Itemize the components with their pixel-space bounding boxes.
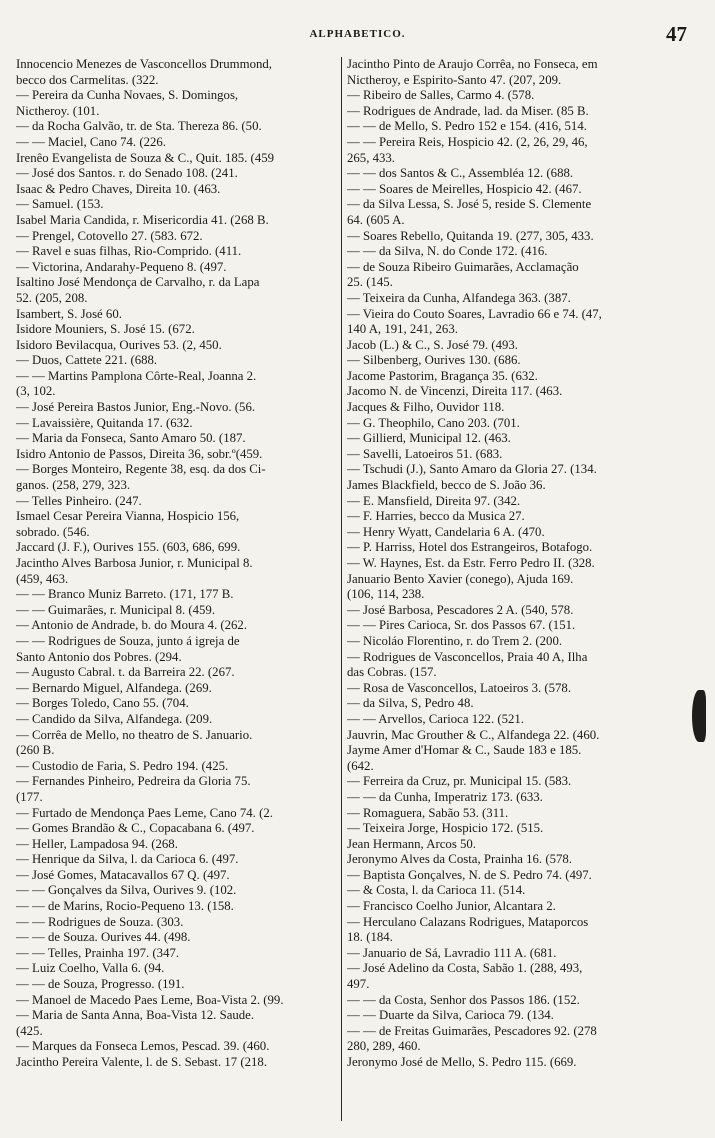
directory-line: — Nicoláo Florentino, r. do Trem 2. (200. (347, 633, 563, 648)
directory-line: — José dos Santos. r. do Senado 108. (241. (16, 166, 238, 181)
directory-line: Jayme Amer d'Homar & C., Saude 183 e 185. (347, 743, 582, 758)
directory-line: (177. (16, 789, 43, 804)
directory-line: ganos. (258, 279, 323. (16, 478, 131, 493)
directory-line: 64. (605 A. (347, 212, 405, 227)
directory-line: Nictheroy. (101. (16, 103, 100, 118)
directory-line: — Candido da Silva, Alfandega. (209. (16, 711, 213, 726)
directory-line: — Romaguera, Sabão 53. (311. (347, 805, 509, 820)
directory-line: — Maria de Santa Anna, Boa-Vista 12. Saude. (16, 1008, 255, 1023)
directory-line: Januario Bento Xavier (conego), Ajuda 169. (347, 571, 574, 586)
directory-line: — Teixeira Jorge, Hospicio 172. (515. (347, 821, 544, 836)
directory-line: — — Branco Muniz Barreto. (171, 177 B. (16, 587, 234, 602)
directory-line: — Rosa de Vasconcellos, Latoeiros 3. (578. (347, 680, 572, 695)
directory-line: — — Pires Carioca, Sr. dos Passos 67. (151. (347, 618, 576, 633)
directory-line: — Fernandes Pinheiro, Pedreira da Gloria 75. (16, 774, 251, 789)
directory-line: 25. (145. (347, 275, 393, 290)
directory-line: — Augusto Cabral. t. da Barreira 22. (267. (16, 665, 235, 680)
directory-line: Jacintho Alves Barbosa Junior, r. Municipal 8. (16, 556, 253, 570)
directory-line: — Pereira da Cunha Novaes, S. Domingos, (16, 88, 239, 103)
directory-line: — Marques da Fonseca Lemos, Pescad. 39. (460. (16, 1039, 270, 1054)
directory-line: — — de Mello, S. Pedro 152 e 154. (416, 514. (347, 119, 587, 134)
directory-line: — Savelli, Latoeiros 51. (683. (347, 446, 503, 461)
directory-line: (459, 463. (16, 571, 69, 586)
directory-line: — — Maciel, Cano 74. (226. (16, 134, 166, 149)
directory-line: — F. Harries, becco da Musica 27. (347, 509, 525, 524)
directory-line: — — Pereira Reis, Hospicio 42. (2, 26, 29, 46, (347, 134, 588, 149)
directory-line: Isaltino José Mendonça de Carvalho, r. da Lapa (16, 275, 260, 290)
directory-line: — Ravel e suas filhas, Rio-Comprido. (411. (16, 244, 242, 259)
directory-line: — — de Marins, Rocio-Pequeno 13. (158. (16, 899, 234, 914)
directory-line: — Prengel, Cotovello 27. (583. 672. (16, 228, 203, 243)
directory-line: — — dos Santos & C., Assembléa 12. (688. (347, 166, 574, 181)
directory-line: — da Silva Lessa, S. José 5, reside S. Clemente (347, 197, 592, 212)
directory-line: — Herculano Calazans Rodrigues, Mataporcos (347, 914, 589, 929)
directory-line: — — Martins Pamplona Côrte-Real, Joanna 2. (16, 368, 257, 383)
directory-line: — & Costa, l. da Carioca 11. (514. (347, 883, 526, 898)
directory-line: — Telles Pinheiro. (247. (16, 493, 142, 508)
directory-line: — — Gonçalves da Silva, Ourives 9. (102. (16, 883, 237, 898)
directory-line: — Gillierd, Municipal 12. (463. (347, 431, 511, 446)
right-column (347, 57, 678, 1127)
directory-line: — Lavaissière, Quitanda 17. (632. (16, 415, 193, 430)
directory-line: (106, 114, 238. (347, 587, 425, 602)
directory-line: — José Barbosa, Pescadores 2 A. (540, 578. (347, 602, 574, 617)
running-title: ALPHABETICO. (309, 28, 406, 40)
directory-line: Jeronymo Alves da Costa, Prainha 16. (578. (347, 852, 572, 867)
directory-line: 265, 433. (347, 150, 395, 165)
directory-line: Jacome Pastorim, Bragança 35. (632. (347, 368, 538, 383)
directory-line: — Borges Toledo, Cano 55. (704. (16, 696, 189, 711)
directory-line: (260 B. (16, 743, 55, 758)
directory-line: — — Rodrigues de Souza. (303. (16, 914, 184, 929)
directory-line: 140 A, 191, 241, 263. (347, 322, 458, 337)
directory-line: — Tschudi (J.), Santo Amaro da Gloria 27. (134. (347, 462, 597, 477)
directory-line: — Samuel. (153. (16, 197, 104, 212)
directory-line: 497. (347, 977, 370, 992)
directory-line: — Furtado de Mendonça Paes Leme, Cano 74. (2. (16, 805, 273, 820)
directory-line: — de Souza Ribeiro Guimarães, Acclamação (347, 259, 579, 274)
directory-line: Innocencio Menezes de Vasconcellos Drummond, (16, 57, 272, 71)
directory-line: — Bernardo Miguel, Alfandega. (269. (16, 680, 212, 695)
directory-line: — Baptista Gonçalves, N. de S. Pedro 74. (497. (347, 867, 592, 882)
page-header (0, 22, 715, 46)
column-divider (341, 57, 342, 1121)
directory-line: — Maria da Fonseca, Santo Amaro 50. (187. (16, 431, 246, 446)
directory-line: — Teixeira da Cunha, Alfandega 363. (387. (347, 290, 571, 305)
directory-line: — Borges Monteiro, Regente 38, esq. da dos Ci- (16, 462, 266, 477)
directory-line: Isaac & Pedro Chaves, Direita 10. (463. (16, 181, 221, 196)
directory-line: becco dos Carmelitas. (322. (16, 72, 159, 87)
directory-line: — Custodio de Faria, S. Pedro 194. (425. (16, 758, 229, 773)
directory-line: — Gomes Brandão & C., Copacabana 6. (497. (16, 821, 255, 836)
directory-line: Jeronymo José de Mello, S. Pedro 115. (669. (347, 1055, 577, 1069)
directory-line: — — da Cunha, Imperatriz 173. (633. (347, 789, 543, 804)
directory-line: — da Rocha Galvão, tr. de Sta. Thereza 86. (50. (16, 119, 262, 134)
directory-line: Santo Antonio dos Pobres. (294. (16, 649, 182, 664)
directory-line: — Vieira do Couto Soares, Lavradio 66 e 74. (47, (347, 306, 602, 321)
directory-line: — Heller, Lampadosa 94. (268. (16, 836, 178, 851)
directory-line: — Soares Rebello, Quitanda 19. (277, 305, 433. (347, 228, 594, 243)
directory-line: — Ferreira da Cruz, pr. Municipal 15. (583. (347, 774, 572, 789)
directory-line: (3, 102. (16, 384, 56, 399)
directory-line: Irenêo Evangelista de Souza & C., Quit. 185. (459 (16, 150, 275, 165)
directory-line: Jacintho Pinto de Araujo Corrêa, no Fonseca, em (347, 57, 598, 71)
directory-line: — — Soares de Meirelles, Hospicio 42. (467. (347, 181, 582, 196)
ink-blot-mark (692, 690, 706, 742)
directory-line: 280, 289, 460. (347, 1039, 421, 1054)
directory-line: — — de Souza, Progresso. (191. (16, 977, 185, 992)
directory-line: — Rodrigues de Andrade, lad. da Miser. (85 B. (347, 103, 589, 118)
directory-line: — Manoel de Macedo Paes Leme, Boa-Vista 2. (99. (16, 992, 284, 1007)
directory-line: — José Adelino da Costa, Sabão 1. (288, 493, (347, 961, 583, 976)
directory-line: Jauvrin, Mac Grouther & C., Alfandega 22. (460. (347, 727, 600, 742)
directory-line: — Victorina, Andarahy-Pequeno 8. (497. (16, 259, 227, 274)
directory-line: — — Guimarães, r. Municipal 8. (459. (16, 602, 216, 617)
directory-line: Ismael Cesar Pereira Vianna, Hospicio 156, (16, 509, 240, 524)
left-column (16, 57, 337, 1127)
directory-line: — Ribeiro de Salles, Carmo 4. (578. (347, 88, 535, 103)
directory-line: — José Gomes, Matacavallos 67 Q. (497. (16, 867, 230, 882)
directory-line: sobrado. (546. (16, 524, 90, 539)
directory-line: — Henrique da Silva, l. da Carioca 6. (497. (16, 852, 239, 867)
directory-line: (425. (16, 1023, 43, 1038)
directory-line: Nictheroy, e Espirito-Santo 47. (207, 209. (347, 72, 562, 87)
directory-line: — Antonio de Andrade, b. do Moura 4. (262. (16, 618, 248, 633)
directory-line: 52. (205, 208. (16, 290, 88, 305)
page-number: 47 (666, 22, 687, 46)
directory-line: — — de Souza. Ourives 44. (498. (16, 930, 191, 945)
directory-line: — Rodrigues de Vasconcellos, Praia 40 A, Ilha (347, 649, 588, 664)
directory-line: Jacob (L.) & C., S. José 79. (493. (347, 337, 518, 352)
directory-line: — — Telles, Prainha 197. (347. (16, 945, 180, 960)
directory-line: Jean Hermann, Arcos 50. (347, 836, 476, 851)
directory-line: — Francisco Coelho Junior, Alcantara 2. (347, 899, 556, 914)
directory-line: — Henry Wyatt, Candelaria 6 A. (470. (347, 524, 545, 539)
directory-line: — E. Mansfield, Direita 97. (342. (347, 493, 521, 508)
directory-line: Jacques & Filho, Ouvidor 118. (347, 400, 505, 415)
directory-line: Isidore Mouniers, S. José 15. (672. (16, 322, 195, 337)
directory-line: — Corrêa de Mello, no theatro de S. Januario. (16, 727, 253, 742)
directory-line: — Silbenberg, Ourives 130. (686. (347, 353, 521, 368)
directory-line: — José Pereira Bastos Junior, Eng.-Novo. (56. (16, 400, 256, 415)
directory-line: Jacomo N. de Vincenzi, Direita 117. (463. (347, 384, 563, 399)
directory-line: — — Arvellos, Carioca 122. (521. (347, 711, 524, 726)
directory-line: 18. (184. (347, 930, 393, 945)
directory-line: — — da Silva, N. do Conde 172. (416. (347, 244, 548, 259)
directory-line: — Januario de Sá, Lavradio 111 A. (681. (347, 945, 557, 960)
directory-line: — — de Freitas Guimarães, Pescadores 92. (278 (347, 1023, 597, 1038)
directory-line: — W. Haynes, Est. da Estr. Ferro Pedro II. (328. (347, 556, 595, 570)
directory-line: Isidoro Bevilacqua, Ourives 53. (2, 450. (16, 337, 222, 352)
directory-line: — da Silva, S, Pedro 48. (347, 696, 474, 711)
directory-line: das Cobras. (157. (347, 665, 437, 680)
directory-line: — — da Costa, Senhor dos Passos 186. (152. (347, 992, 580, 1007)
directory-line: — G. Theophilo, Cano 203. (701. (347, 415, 520, 430)
directory-line: Jaccard (J. F.), Ourives 155. (603, 686, 699. (16, 540, 241, 555)
directory-line: — Duos, Cattete 221. (688. (16, 353, 158, 368)
directory-line: — Luiz Coelho, Valla 6. (94. (16, 961, 165, 976)
directory-line: Isidro Antonio de Passos, Direita 36, sobr.º(459. (16, 446, 263, 461)
directory-line: Isambert, S. José 60. (16, 306, 122, 321)
directory-line: James Blackfield, becco de S. João 36. (347, 478, 546, 493)
directory-line: — P. Harriss, Hotel dos Estrangeiros, Botafogo. (347, 540, 593, 555)
directory-line: Isabel Maria Candida, r. Misericordia 41. (268 B. (16, 212, 269, 227)
directory-line: — — Rodrigues de Souza, junto á igreja de (16, 633, 240, 648)
directory-line: (642. (347, 758, 374, 773)
directory-line: — — Duarte da Silva, Carioca 79. (134. (347, 1008, 554, 1023)
directory-line: Jacintho Pereira Valente, l. de S. Sebast. 17 (218. (16, 1055, 268, 1069)
